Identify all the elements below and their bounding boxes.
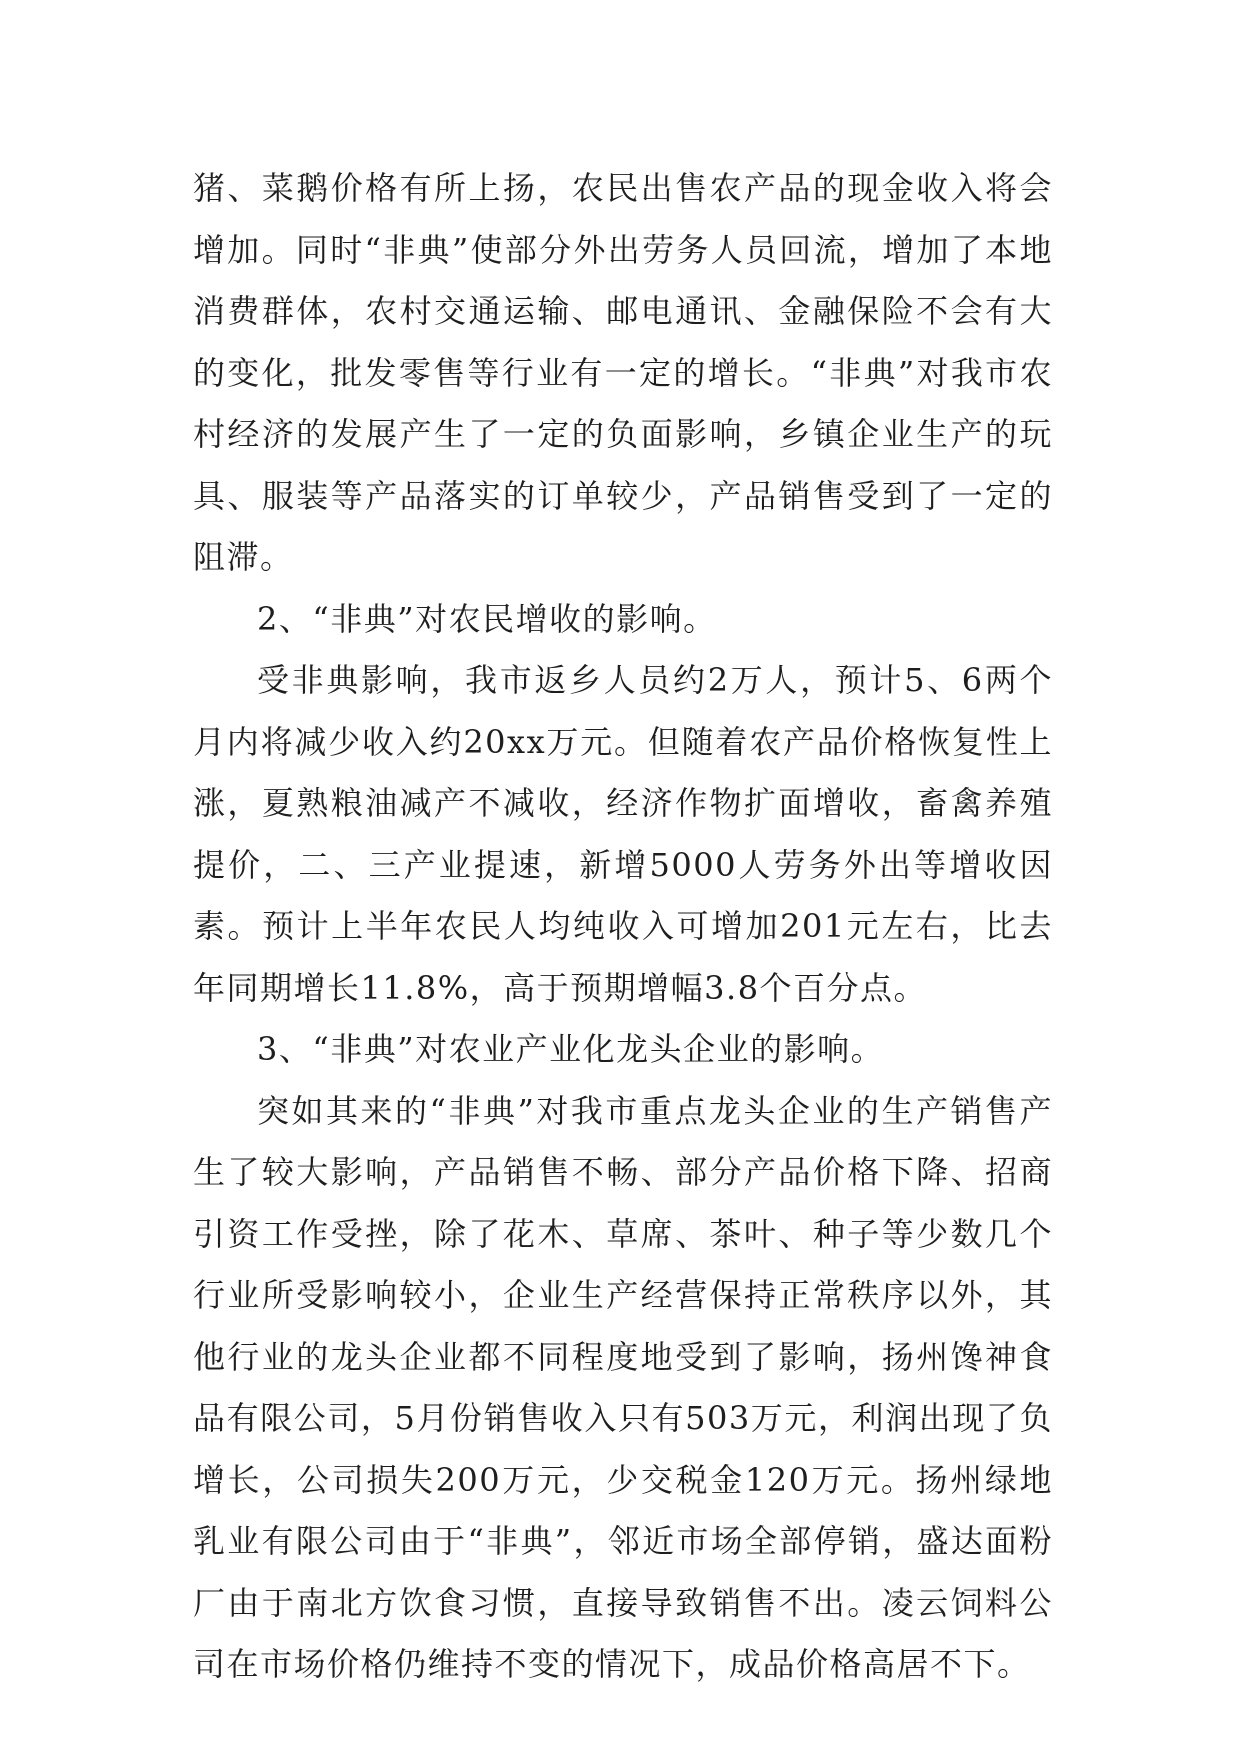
paragraph: 猪、菜鹅价格有所上扬，农民出售农产品的现金收入将会增加。同时“非典”使部分外出劳务人员回流，增加了本地消费群体，农村交通运输、邮电通讯、金融保险不会有大的变化，批发零售等行业有一定的增长。“非典”对我市农村经济的发展产生了一定的负面影响，乡镇企业生产的玩具、服装等产品落实的订单较少，产品销售受到了一定的阻滞。 xyxy=(193,169,1053,576)
section-heading: 2、“非典”对农民增收的影响。 xyxy=(257,599,717,638)
paragraph: 受非典影响，我市返乡人员约2万人，预计5、6两个月内将减少收入约20xx万元。但随着农产品价格恢复性上涨，夏熟粮油减产不减收，经济作物扩面增收，畜禽养殖提价，二、三产业提速，新增5000人劳务外出等增收因素。预计上半年农民人均纯收入可增加201元左右，比去年同期增长11.8%，高于预期增幅3.8个百分点。 xyxy=(193,661,1053,1007)
paragraph: 突如其来的“非典”对我市重点龙头企业的生产销售产生了较大影响，产品销售不畅、部分产品价格下降、招商引资工作受挫，除了花木、草席、茶叶、种子等少数几个行业所受影响较小，企业生产经营保持正常秩序以外，其他行业的龙头企业都不同程度地受到了影响，扬州馋神食品有限公司，5月份销售收入只有503万元，利润出现了负增长，公司损失200万元，少交税金120万元。扬州绿地乳业有限公司由于“非典”，邻近市场全部停销，盛达面粉厂由于南北方饮食习惯，直接导致销售不出。凌云饲料公司在市场价格仍维持不变的情况下，成品价格高居不下。 xyxy=(193,1091,1053,1683)
document-body xyxy=(193,158,1053,1696)
section-heading: 3、“非典”对农业产业化龙头企业的影响。 xyxy=(257,1030,885,1068)
